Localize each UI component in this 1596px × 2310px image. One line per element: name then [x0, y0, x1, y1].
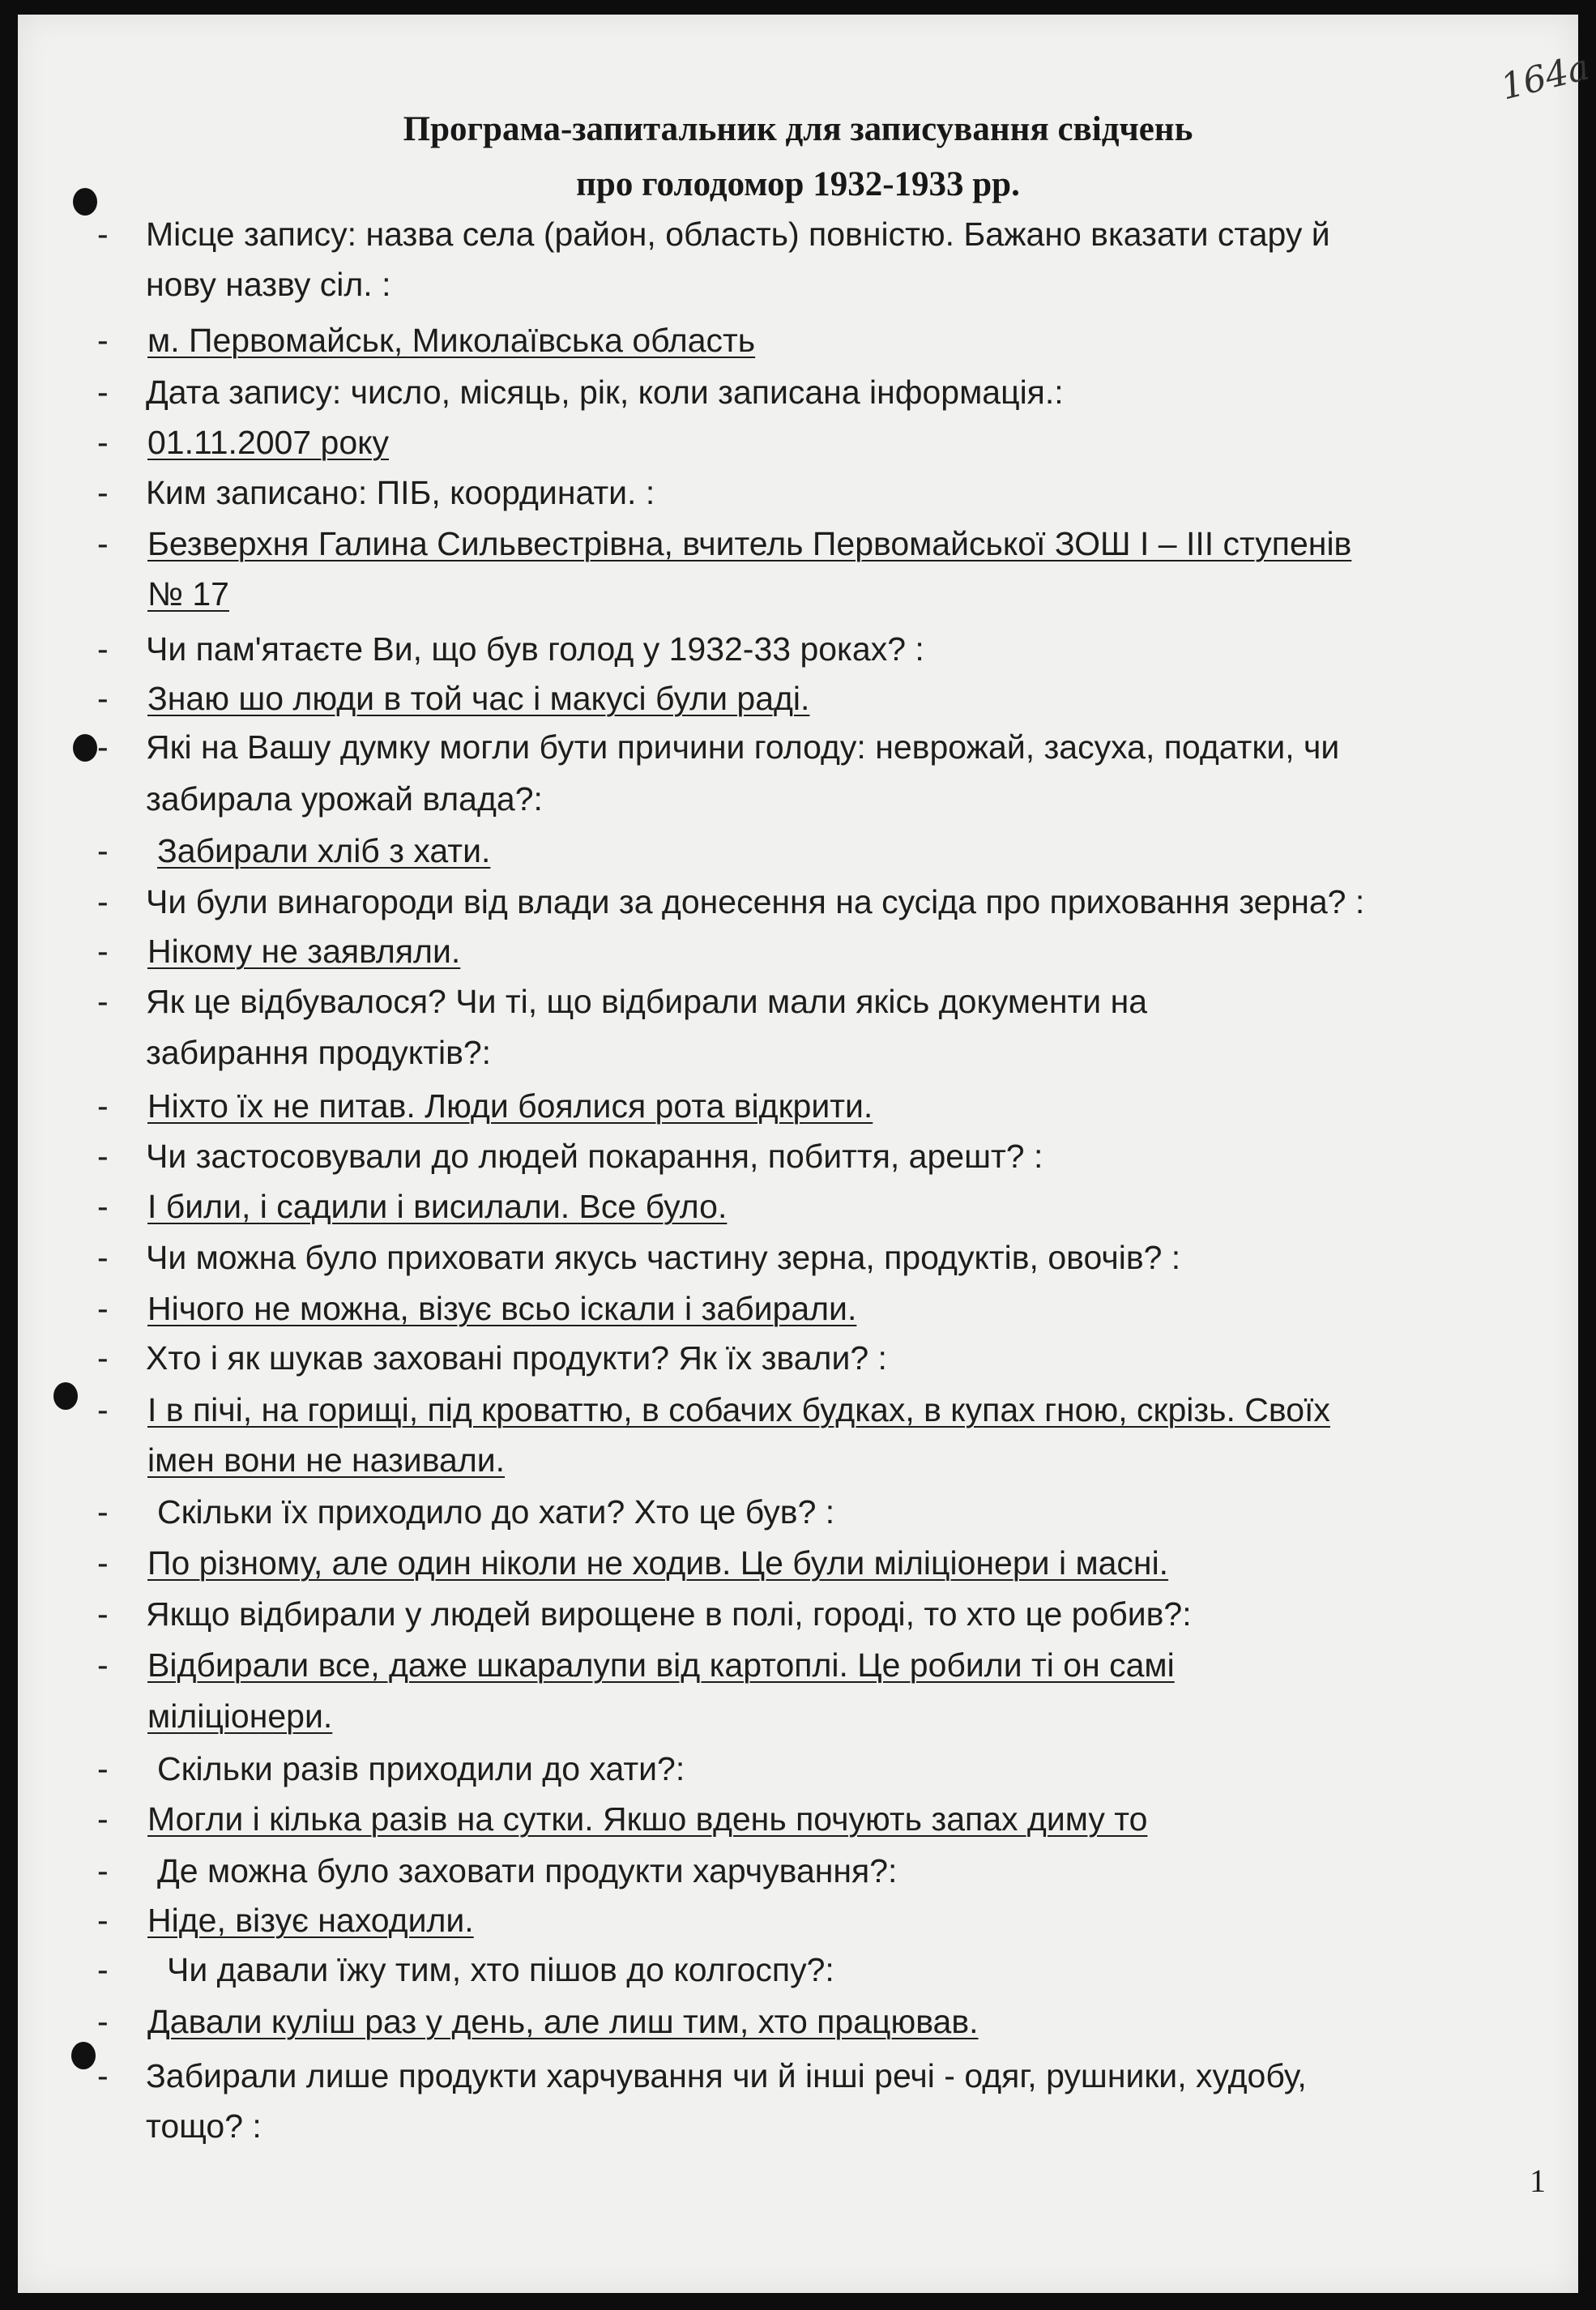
question-how-many: Скільки їх приходило до хати? Хто це був? : — [157, 1493, 835, 1531]
answer-how-many: По різному, але один ніколи не ходив. Це були міліціонери і масні. — [147, 1544, 1169, 1582]
punch-hole — [73, 734, 97, 762]
question-items: Забирали лише продукти харчування чи й інші речі - одяг, рушники, худобу, — [146, 2057, 1307, 2094]
title-line-1: Програма-запитальник для записування свідчень — [403, 110, 1193, 148]
answer-date: 01.11.2007 року — [147, 424, 390, 461]
dash-marker: - — [97, 832, 109, 869]
answer-where-hide: Ніде, візує находили. — [147, 1902, 474, 1939]
dash-marker: - — [97, 1391, 109, 1428]
dash-marker: - — [97, 680, 109, 717]
answer-place: м. Первомайськ, Миколаївська область — [147, 322, 756, 359]
dash-marker: - — [97, 474, 109, 511]
dash-marker: - — [97, 2057, 109, 2094]
question-rewards: Чи були винагороди від влади за донесення на сусіда про приховання зерна? : — [146, 883, 1365, 920]
dash-marker: - — [97, 1902, 109, 1939]
dash-marker: - — [97, 1800, 109, 1838]
dash-marker: - — [97, 2003, 109, 2040]
question-searchers: Хто і як шукав заховані продукти? Як їх звали? : — [146, 1339, 887, 1377]
dash-marker: - — [97, 933, 109, 970]
dash-marker: - — [97, 1493, 109, 1531]
punch-hole — [53, 1382, 78, 1410]
question-recorder: Ким записано: ПІБ, координати. : — [146, 474, 655, 511]
question-how-cont: забирання продуктів?: — [146, 1034, 492, 1071]
dash-marker: - — [97, 1290, 109, 1327]
dash-marker: - — [97, 1138, 109, 1175]
dash-marker: - — [97, 1646, 109, 1684]
answer-field: Відбирали все, даже шкаралупи від картоплі. Це робили ті он самі — [147, 1646, 1175, 1684]
question-remember: Чи пам'ятаєте Ви, що був голод у 1932-33 роках? : — [146, 630, 924, 668]
answer-how: Ніхто їх не питав. Люди боялися рота відкрити. — [147, 1087, 873, 1125]
answer-recorder-cont: № 17 — [147, 575, 229, 613]
question-how: Як це відбувалося? Чи ті, що відбирали мали якісь документи на — [146, 983, 1148, 1020]
archive-number: 164a — [1496, 46, 1594, 109]
answer-recorder: Безверхня Галина Сильвестрівна, вчитель Первомайської ЗОШ І – ІІІ ступенів — [147, 525, 1352, 562]
question-items-cont: тощо? : — [146, 2107, 262, 2145]
question-place-cont: нову назву сіл. : — [146, 266, 391, 303]
answer-remember: Знаю шо люди в той час і макусі були раді. — [147, 680, 810, 717]
dash-marker: - — [97, 1188, 109, 1225]
dash-marker: - — [97, 322, 109, 359]
question-kolhosp: Чи давали їжу тим, хто пішов до колгоспу?: — [167, 1951, 834, 1988]
dash-marker: - — [97, 630, 109, 668]
dash-marker: - — [97, 728, 109, 766]
dash-marker: - — [97, 525, 109, 562]
dash-marker: - — [97, 1239, 109, 1276]
question-causes-cont: забирала урожай влада?: — [146, 780, 543, 818]
punch-hole — [73, 188, 97, 216]
dash-marker: - — [97, 424, 109, 461]
question-times: Скільки разів приходили до хати?: — [157, 1750, 685, 1787]
question-place: Місце запису: назва села (район, область) повністю. Бажано вказати стару й — [146, 216, 1330, 253]
question-causes: Які на Вашу думку могли бути причини голоду: неврожай, засуха, податки, чи — [146, 728, 1340, 766]
question-where-hide: Де можна було заховати продукти харчування?: — [157, 1852, 898, 1889]
dash-marker: - — [97, 883, 109, 920]
dash-marker: - — [97, 216, 109, 253]
question-field: Якщо відбирали у людей вирощене в полі, городі, то хто це робив?: — [146, 1595, 1192, 1633]
dash-marker: - — [97, 1951, 109, 1988]
answer-punishment: І били, і садили і висилали. Все було. — [147, 1188, 728, 1225]
answer-searchers: І в пічі, на горищі, під кроваттю, в собачих будках, в купах гною, скрізь. Своїх — [147, 1391, 1330, 1428]
answer-times: Могли і кілька разів на сутки. Якшо вдень почують запах диму то — [147, 1800, 1148, 1838]
question-punishment: Чи застосовували до людей покарання, побиття, арешт? : — [146, 1138, 1043, 1175]
dash-marker: - — [97, 1087, 109, 1125]
answer-field-cont: міліціонери. — [147, 1697, 333, 1735]
answer-rewards: Нікому не заявляли. — [147, 933, 461, 970]
dash-marker: - — [97, 1852, 109, 1889]
punch-hole — [71, 2042, 96, 2069]
answer-searchers-cont: імен вони не називали. — [147, 1441, 506, 1479]
title-line-2: про голодомор 1932-1933 рр. — [576, 165, 1020, 203]
dash-marker: - — [97, 1750, 109, 1787]
dash-marker: - — [97, 1544, 109, 1582]
dash-marker: - — [97, 983, 109, 1020]
question-hide: Чи можна було приховати якусь частину зерна, продуктів, овочів? : — [146, 1239, 1181, 1276]
dash-marker: - — [97, 374, 109, 411]
question-date: Дата запису: число, місяць, рік, коли записана інформація.: — [146, 374, 1064, 411]
answer-kolhosp: Давали куліш раз у день, але лиш тим, хто працював. — [147, 2003, 979, 2040]
page-number: 1 — [1530, 2163, 1546, 2199]
dash-marker: - — [97, 1595, 109, 1633]
answer-hide: Нічого не можна, візує всьо іскали і забирали. — [147, 1290, 857, 1327]
dash-marker: - — [97, 1339, 109, 1377]
answer-causes: Забирали хліб з хати. — [157, 832, 491, 869]
